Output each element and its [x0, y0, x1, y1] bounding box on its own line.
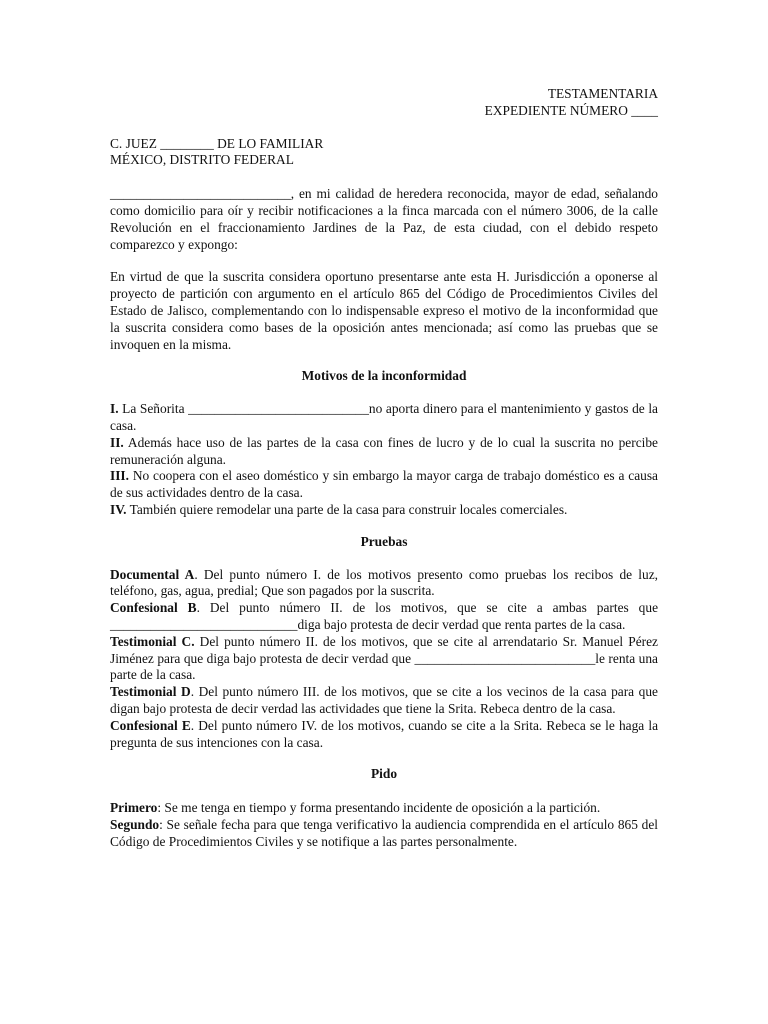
motivo-label: I. [110, 401, 119, 417]
motivo-label: IV. [110, 501, 127, 517]
document-body [110, 86, 658, 850]
prueba-item [110, 684, 658, 718]
prueba-item [110, 567, 658, 601]
prueba-label: Testimonial C. [110, 633, 195, 649]
prueba-item [110, 600, 658, 634]
addressee-location: MÉXICO, DISTRITO FEDERAL [110, 152, 294, 168]
prueba-label: Confesional E [110, 717, 191, 733]
pido-text: : Se me tenga en tiempo y forma presentando incidente de oposición a la partición. [157, 800, 601, 816]
case-number: EXPEDIENTE NÚMERO ____ [484, 102, 658, 118]
motivo-item [110, 435, 658, 469]
pido-item [110, 800, 658, 817]
pido-list [110, 800, 658, 850]
prueba-text: . Del punto número II. de los motivos, que se cite a ambas partes que ____________________________diga bajo protesta de decir verdad que renta partes de la casa. [110, 600, 659, 632]
prueba-text: . Del punto número IV. de los motivos, cuando se cite a la Srita. Rebeca se le haga la pregunta de sus intenciones con la casa. [110, 717, 659, 750]
pruebas-heading: Pruebas [360, 533, 408, 549]
prueba-item [110, 718, 658, 752]
motivo-text: La Señorita ___________________________no aporta dinero para el mantenimiento y gastos de la casa. [110, 401, 658, 433]
pido-item [110, 817, 658, 851]
prueba-item [110, 634, 658, 684]
pruebas-list [110, 567, 658, 752]
motivo-text: Además hace uso de las partes de la casa con fines de lucro y de lo cual la suscrita no percibe remuneración alguna. [110, 434, 658, 467]
pido-heading: Pido [370, 766, 398, 782]
motivo-item [110, 502, 658, 519]
pido-label: Primero [110, 800, 158, 816]
motivo-item [110, 401, 658, 435]
case-type: TESTAMENTARIA [547, 86, 658, 101]
motivo-text: No coopera con el aseo doméstico y sin embargo la mayor carga de trabajo doméstico es a causa de sus actividades dentro de la casa. [110, 468, 658, 501]
pido-text: : Se señale fecha para que tenga verificativo la audiencia comprendida en el artículo 865 del Código de Procedimientos Civiles y se notifique a las partes personalmente. [110, 816, 658, 849]
addressee-judge: C. JUEZ ________ DE LO FAMILIAR [110, 135, 324, 151]
prueba-text: Del punto número II. de los motivos, que se cite al arrendatario Sr. Manuel Pérez Jiménez para que diga bajo protesta de decir verdad que ___________________________le renta una parte de la casa. [110, 633, 658, 683]
body-paragraph: En virtud de que la suscrita considera oportuno presentarse ante esta H. Jurisdicción a oponerse al proyecto de partición con argumento en el artículo 865 del Código de Procedimientos Civiles del Estado de Jalisco, complementando con lo indispensable expreso el motivo de la inconformidad que la suscrita considera como bases de la oposición antes mencionada; así como las pruebas que se invoquen en la misma. [110, 269, 658, 352]
intro-paragraph: ___________________________, en mi calidad de heredera reconocida, mayor de edad, señalando como domicilio para oír y recibir notificaciones a la finca marcada con el número 3006, de la calle Revolución en el fraccionamiento Jardines de la Paz, de esta ciudad, con el debido respeto comparezco y expongo: [110, 186, 658, 252]
pido-label: Segundo [110, 816, 160, 832]
prueba-label: Testimonial D [110, 684, 191, 700]
motivo-label: III. [110, 468, 129, 484]
motivos-heading: Motivos de la inconformidad [301, 368, 467, 384]
prueba-label: Documental A [110, 566, 195, 582]
prueba-text: . Del punto número III. de los motivos, que se cite a los vecinos de la casa para que digan bajo protesta de decir verdad las actividades que tiene la Srita. Rebeca dentro de la casa. [110, 684, 658, 716]
prueba-label: Confesional B [110, 600, 197, 616]
motivos-list [110, 401, 658, 519]
motivo-label: II. [110, 434, 124, 450]
motivo-text: También quiere remodelar una parte de la casa para construir locales comerciales. [126, 501, 568, 517]
motivo-item [110, 468, 658, 502]
addressee [110, 136, 658, 170]
prueba-text: . Del punto número I. de los motivos presento como pruebas los recibos de luz, teléfono, gas, agua, predial; Que son pagados por la suscrita. [110, 566, 658, 599]
case-header [110, 86, 658, 120]
